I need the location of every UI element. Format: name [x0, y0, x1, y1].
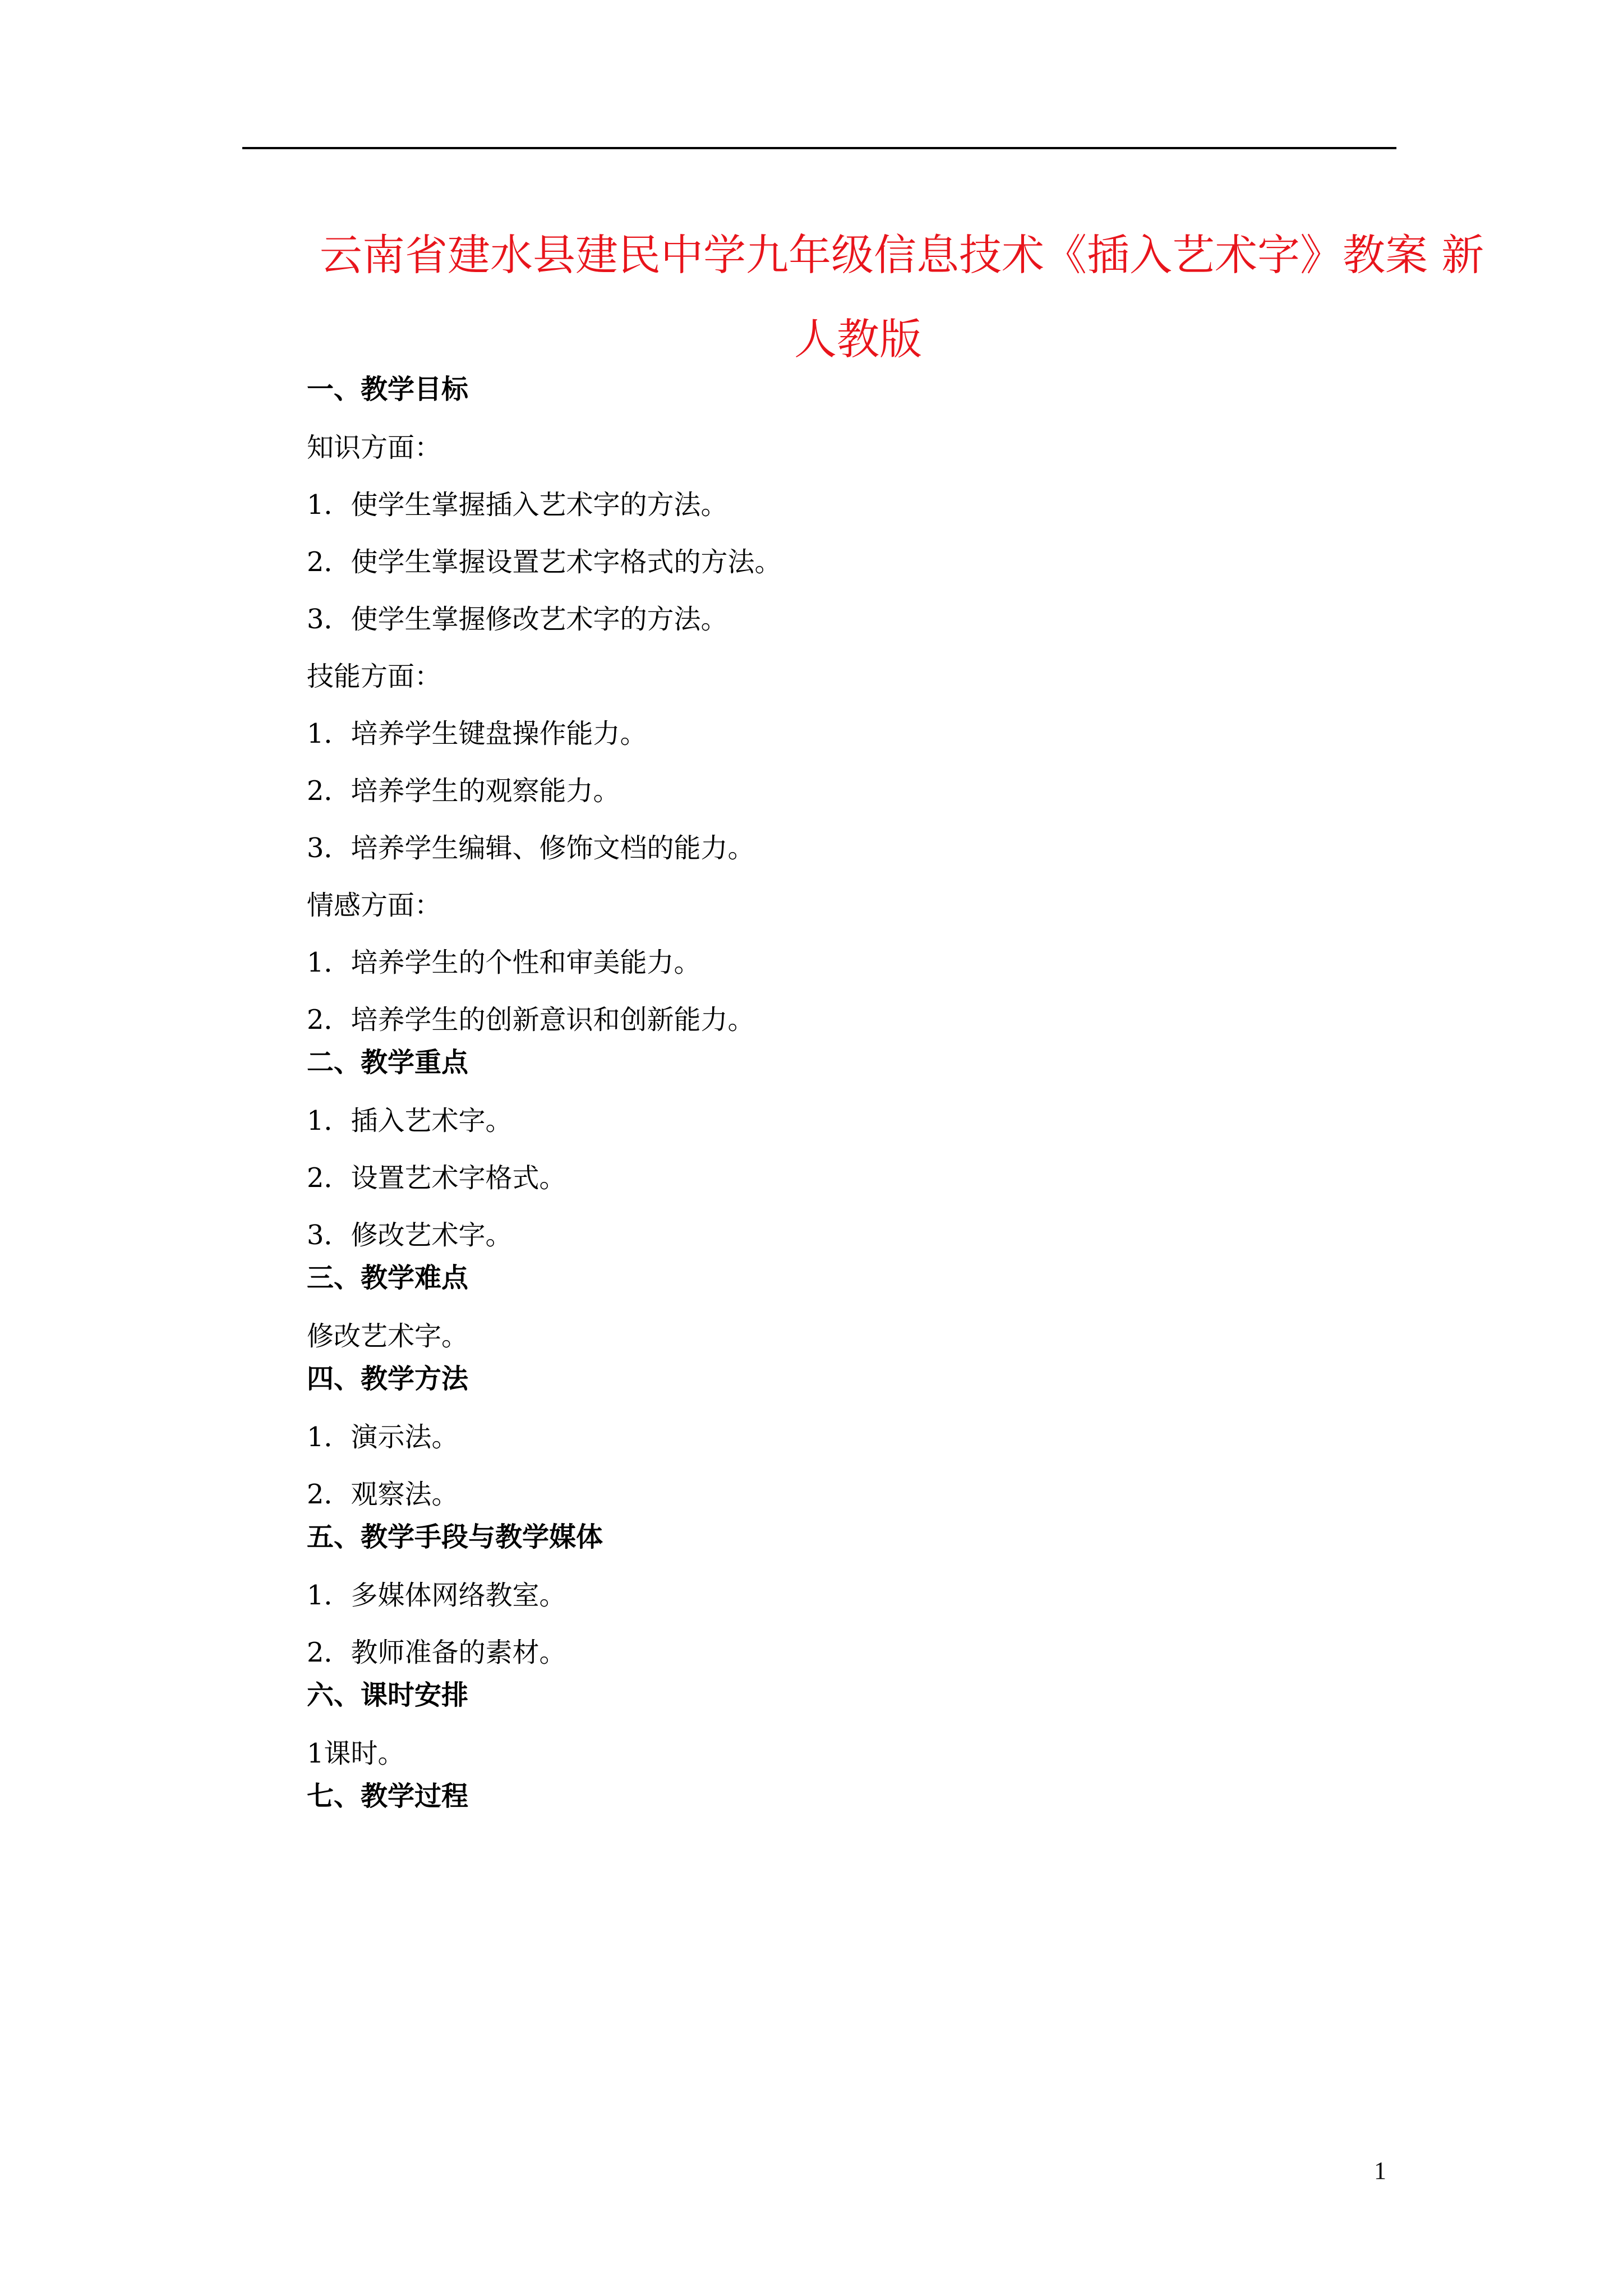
key-point-item-1: 1．插入艺术字。: [307, 1105, 513, 1137]
skill-label: 技能方面：: [307, 661, 442, 692]
skill-item-2: 2．培养学生的观察能力。: [307, 775, 620, 807]
skill-item-1: 1．培养学生键盘操作能力。: [307, 718, 647, 749]
emotion-item-2: 2．培养学生的创新意识和创新能力。: [307, 1004, 755, 1036]
section-heading-objectives: 一、教学目标: [307, 374, 469, 405]
knowledge-item-1: 1．使学生掌握插入艺术字的方法。: [307, 489, 728, 521]
emotion-item-1: 1．培养学生的个性和审美能力。: [307, 947, 701, 978]
method-item-2: 2．观察法。: [307, 1479, 459, 1510]
difficulty-text: 修改艺术字。: [307, 1320, 469, 1352]
document-title: [320, 213, 1484, 381]
section-heading-methods: 四、教学方法: [307, 1363, 469, 1395]
key-point-item-3: 3．修改艺术字。: [307, 1220, 513, 1251]
knowledge-item-3: 3．使学生掌握修改艺术字的方法。: [307, 604, 728, 635]
knowledge-label: 知识方面：: [307, 432, 442, 463]
section-heading-process: 七、教学过程: [307, 1780, 469, 1812]
media-item-1: 1．多媒体网络教室。: [307, 1580, 566, 1611]
section-heading-schedule: 六、课时安排: [307, 1680, 469, 1711]
header-rule: [242, 147, 1396, 149]
knowledge-item-2: 2．使学生掌握设置艺术字格式的方法。: [307, 546, 782, 578]
skill-item-3: 3．培养学生编辑、修饰文档的能力。: [307, 832, 755, 864]
document-title-line-1: 云南省建水县建民中学九年级信息技术《插入艺术字》教案 新: [320, 230, 1484, 280]
method-item-1: 1．演示法。: [307, 1421, 459, 1453]
section-heading-key-points: 二、教学重点: [307, 1047, 469, 1078]
media-item-2: 2．教师准备的素材。: [307, 1637, 566, 1668]
section-heading-difficulties: 三、教学难点: [307, 1262, 469, 1294]
schedule-text: 1课时。: [307, 1738, 405, 1769]
section-heading-media: 五、教学手段与教学媒体: [307, 1521, 603, 1553]
emotion-label: 情感方面：: [307, 890, 442, 921]
document-title-line-2: 人教版: [794, 314, 922, 364]
key-point-item-2: 2．设置艺术字格式。: [307, 1162, 566, 1194]
page-number: 1: [1374, 2157, 1386, 2184]
